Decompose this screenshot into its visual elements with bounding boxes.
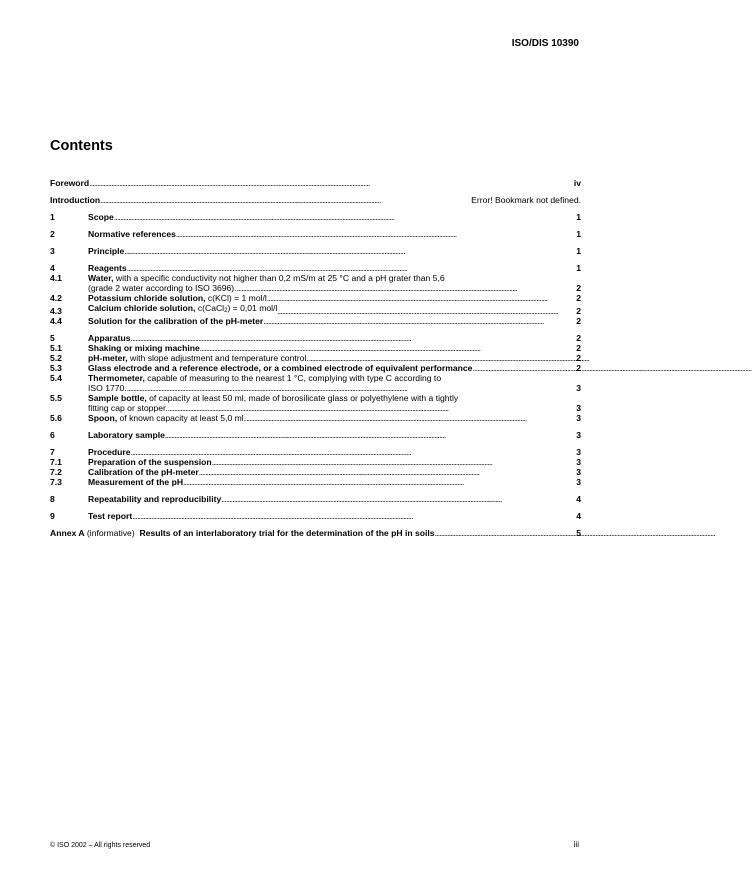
toc-label: Procedure — [88, 447, 131, 457]
toc-leader — [165, 430, 575, 440]
toc-page: 5 — [576, 528, 581, 538]
toc-leader — [472, 363, 575, 373]
toc-leader — [200, 343, 575, 353]
toc-label: Calibration of the pH-meter — [88, 467, 199, 477]
toc-label-continued: (grade 2 water according to ISO 3696). — [88, 283, 237, 293]
toc-label: Reagents — [88, 263, 127, 273]
toc-leader — [246, 413, 575, 423]
toc-label: Laboratory sample — [88, 430, 165, 440]
toc-number: 5.4 — [50, 373, 62, 383]
toc-leader — [309, 353, 576, 363]
toc-leader — [124, 246, 575, 256]
table-of-contents — [50, 178, 581, 538]
toc-number: 6 — [50, 430, 55, 440]
toc-entry-7-2[interactable] — [50, 467, 581, 477]
toc-page: iv — [573, 178, 581, 188]
toc-number: 1 — [50, 212, 55, 222]
toc-number: 7.3 — [50, 477, 62, 487]
toc-label: Principle — [88, 246, 125, 256]
toc-leader — [221, 494, 575, 504]
toc-number: 4.4 — [50, 316, 62, 326]
toc-entry-annex-a[interactable] — [50, 528, 581, 538]
toc-label: Thermometer, capable of measuring to the nearest 1 °C, complying with type C according to — [88, 373, 442, 383]
toc-number: 3 — [50, 246, 55, 256]
toc-leader — [131, 447, 576, 457]
toc-page: 1 — [576, 229, 581, 239]
toc-entry-5-2[interactable] — [50, 353, 581, 363]
toc-leader — [176, 229, 575, 239]
toc-label: Glass electrode and a reference electrode, or a combined electrode of equivalent performance — [88, 363, 473, 373]
toc-entry-7[interactable] — [50, 447, 581, 457]
toc-entry-9[interactable] — [50, 511, 581, 521]
toc-number: 4.2 — [50, 293, 62, 303]
toc-label: Scope — [88, 212, 114, 222]
toc-entry-5-1[interactable] — [50, 343, 581, 353]
toc-entry-4-3[interactable] — [50, 303, 581, 316]
toc-label-continued: fitting cap or stopper. — [88, 403, 168, 413]
toc-label: Normative references — [88, 229, 176, 239]
toc-leader — [168, 403, 575, 413]
document-id: ISO/DIS 10390 — [511, 38, 579, 49]
toc-page: 3 — [576, 447, 581, 457]
toc-leader — [212, 457, 576, 467]
toc-number: 2 — [50, 229, 55, 239]
toc-page: 2 — [576, 333, 581, 343]
toc-entry-4[interactable] — [50, 263, 581, 273]
toc-page: 1 — [576, 212, 581, 222]
toc-entry-5-5-continued[interactable] — [50, 403, 581, 413]
toc-entry-4-4[interactable] — [50, 316, 581, 326]
toc-leader — [199, 467, 575, 477]
toc-entry-7-3[interactable] — [50, 477, 581, 487]
toc-entry-5-4-continued[interactable] — [50, 383, 581, 393]
toc-entry-4-2[interactable] — [50, 293, 581, 303]
toc-label: Repeatability and reproducibility — [88, 494, 222, 504]
toc-label: Water, with a specific conductivity not higher than 0,2 mS/m at 25 °C and a pH grater than 5,6 — [88, 273, 445, 283]
toc-label: Foreword — [50, 178, 90, 188]
toc-leader — [114, 212, 575, 222]
toc-label: Apparatus — [88, 333, 131, 343]
toc-leader — [277, 306, 575, 316]
toc-number: 5.6 — [50, 413, 62, 423]
toc-page: 3 — [576, 430, 581, 440]
toc-page: 3 — [576, 413, 581, 423]
toc-leader — [131, 333, 576, 343]
toc-label: Sample bottle, of capacity at least 50 ml, made of borosilicate glass or polyethylene with a tightly — [88, 393, 459, 403]
toc-entry-4-1[interactable] — [50, 273, 581, 283]
page-number: iii — [573, 840, 579, 849]
toc-page: 3 — [576, 457, 581, 467]
page-title: Contents — [50, 138, 113, 154]
toc-leader — [183, 477, 575, 487]
toc-page: 2 — [576, 283, 581, 293]
toc-leader — [263, 316, 575, 326]
toc-entry-5-5[interactable] — [50, 393, 581, 403]
toc-page: 3 — [576, 383, 581, 393]
toc-label: Solution for the calibration of the pH-meter — [88, 316, 264, 326]
toc-number: 4 — [50, 263, 55, 273]
toc-entry-introduction[interactable] — [50, 195, 581, 205]
toc-leader — [132, 511, 575, 521]
copyright-notice: © ISO 2002 – All rights reserved — [50, 842, 151, 849]
toc-label: Annex A (informative) Results of an interlaboratory trial for the determination of the pH in soils — [50, 528, 435, 538]
toc-leader — [89, 178, 573, 188]
toc-entry-6[interactable] — [50, 430, 581, 440]
toc-entry-2[interactable] — [50, 229, 581, 239]
toc-entry-3[interactable] — [50, 246, 581, 256]
toc-entry-8[interactable] — [50, 494, 581, 504]
toc-entry-5[interactable] — [50, 333, 581, 343]
toc-number: 5.3 — [50, 363, 62, 373]
toc-label: pH-meter, with slope adjustment and temperature control. — [88, 353, 309, 363]
toc-label-continued: ISO 1770. — [88, 383, 127, 393]
toc-page: 4 — [576, 511, 581, 521]
toc-entry-1[interactable] — [50, 212, 581, 222]
toc-entry-7-1[interactable] — [50, 457, 581, 467]
toc-page: 2 — [576, 293, 581, 303]
toc-page: 3 — [576, 403, 581, 413]
toc-page: 4 — [576, 494, 581, 504]
toc-number: 9 — [50, 511, 55, 521]
toc-leader — [237, 283, 576, 293]
toc-leader — [435, 528, 576, 538]
toc-number: 5.2 — [50, 353, 62, 363]
toc-number: 4.1 — [50, 273, 62, 283]
toc-page: 3 — [576, 477, 581, 487]
toc-page: 1 — [576, 263, 581, 273]
toc-page: 2 — [576, 343, 581, 353]
toc-entry-5-6[interactable] — [50, 413, 581, 423]
toc-number: 8 — [50, 494, 55, 504]
toc-page: 1 — [576, 246, 581, 256]
toc-entry-foreword[interactable] — [50, 178, 581, 188]
toc-number: 5.1 — [50, 343, 62, 353]
toc-page: 3 — [576, 467, 581, 477]
toc-page: 2 — [576, 306, 581, 316]
toc-page: Error! Bookmark not defined. — [471, 195, 581, 205]
toc-leader — [267, 293, 575, 303]
toc-leader — [100, 195, 470, 205]
toc-entry-5-3[interactable] — [50, 363, 581, 373]
toc-number: 5 — [50, 333, 55, 343]
toc-label: Shaking or mixing machine — [88, 343, 200, 353]
toc-number: 7.1 — [50, 457, 62, 467]
toc-label: Potassium chloride solution, c(KCl) = 1 mol/l — [88, 293, 267, 303]
toc-leader — [127, 383, 576, 393]
toc-label: Preparation of the suspension — [88, 457, 212, 467]
toc-entry-4-1-continued[interactable] — [50, 283, 581, 293]
toc-number: 4.3 — [50, 306, 62, 316]
toc-number: 7.2 — [50, 467, 62, 477]
toc-page: 2 — [576, 353, 581, 363]
toc-leader — [127, 263, 576, 273]
toc-label: Measurement of the pH — [88, 477, 184, 487]
toc-label: Spoon, of known capacity at least 5,0 ml. — [88, 413, 247, 423]
toc-label: Introduction — [50, 195, 101, 205]
toc-number: 5.5 — [50, 393, 62, 403]
toc-label: Test report — [88, 511, 133, 521]
toc-number: 7 — [50, 447, 55, 457]
toc-label: Calcium chloride solution, c(CaCl$_2$) = 0,01 mol/l — [88, 303, 278, 314]
toc-entry-5-4[interactable] — [50, 373, 581, 383]
toc-page: 2 — [576, 363, 581, 373]
toc-page: 2 — [576, 316, 581, 326]
